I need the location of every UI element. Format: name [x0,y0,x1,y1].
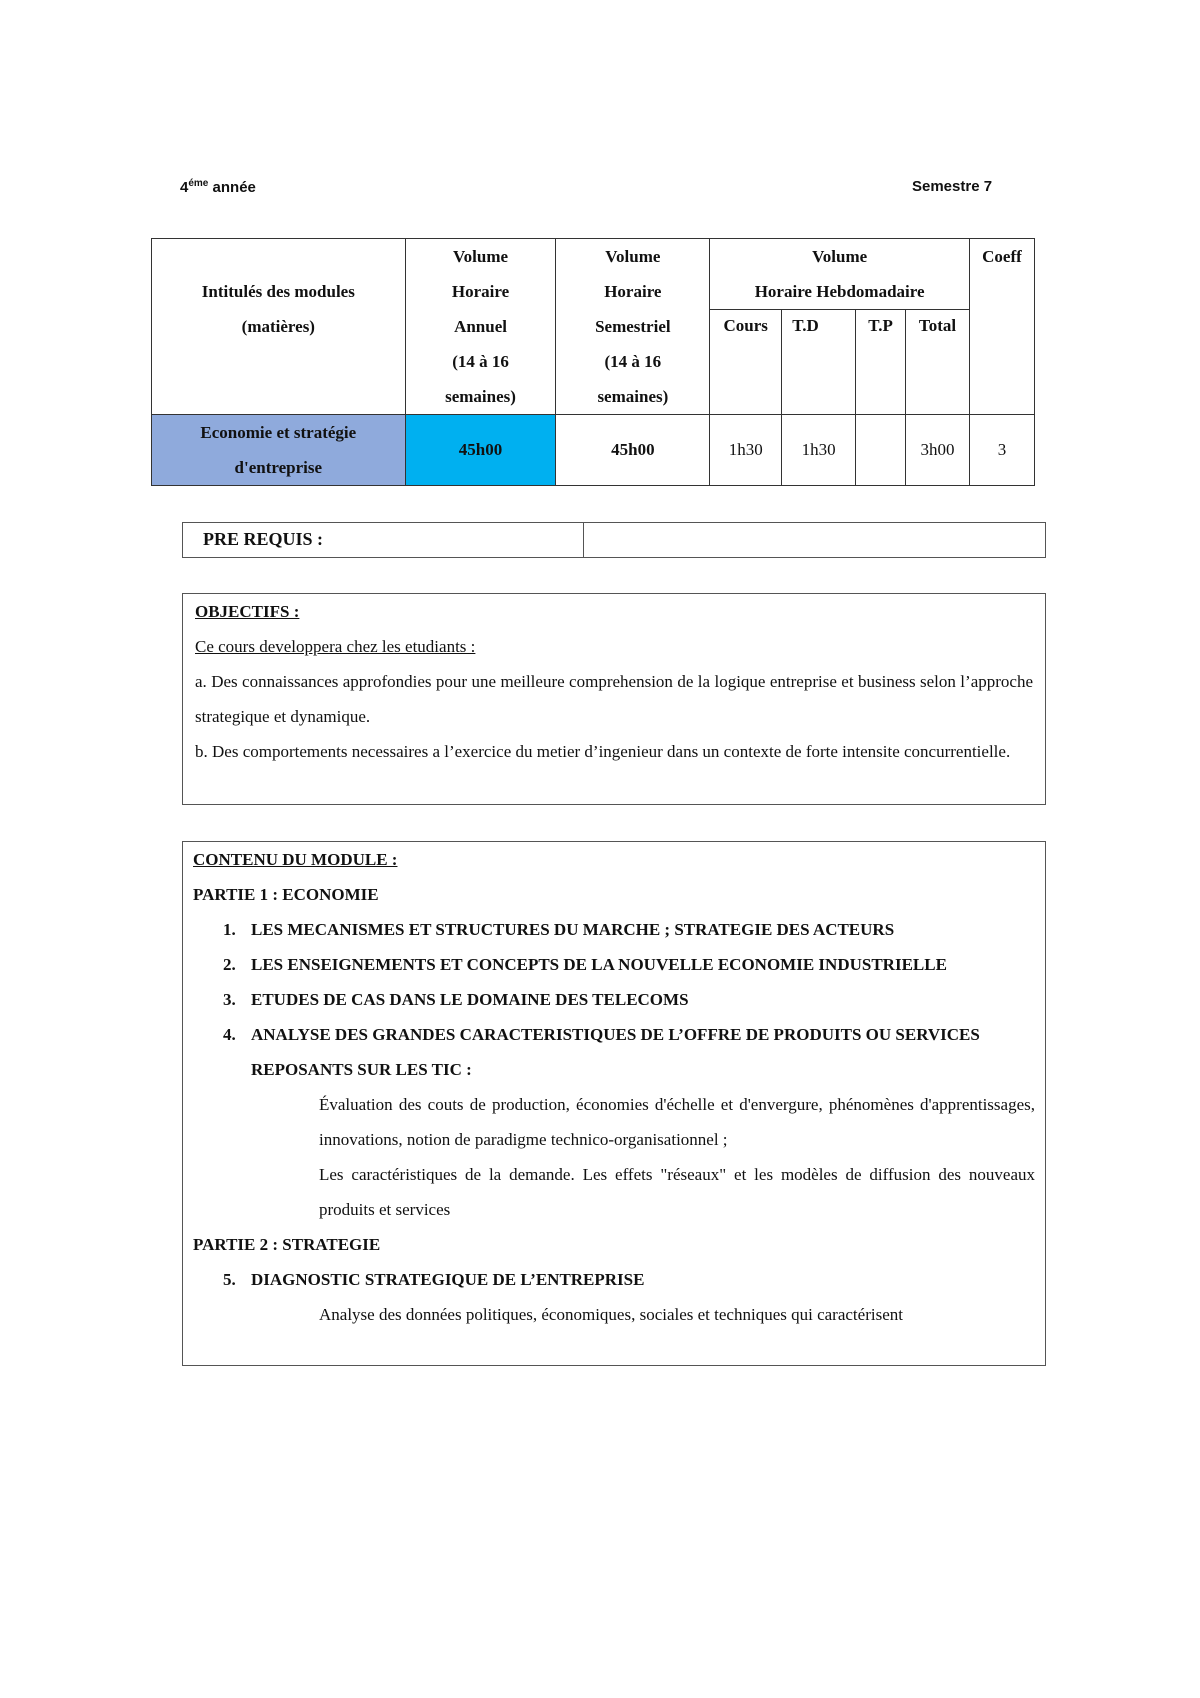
item-4-detail-b: Les caractéristiques de la demande. Les effets "réseaux" et les modèles de diffusion des nouveaux produits et services [319,1165,1035,1219]
list-item: 5. DIAGNOSTIC STRATEGIQUE DE L’ENTREPRISE [223,1270,645,1289]
part-1-list [193,912,1035,1087]
header-weekly-volume: Volume Horaire Hebdomadaire [710,239,970,310]
cours-hours: 1h30 [710,415,782,486]
item-5-detail: Analyse des données politiques, économiques, sociales et techniques qui caractérisent [319,1305,903,1324]
part-2-title: PARTIE 2 : STRATEGIE [193,1235,381,1254]
prerequis-label: PRE REQUIS : [183,523,584,557]
year-label: $4^{éme}$ année [180,178,256,196]
semestrial-volume: 45h00 [556,415,710,486]
header-annual-volume: Volume Horaire Annuel (14 à 16 semaines) [405,239,556,415]
prerequis-box [182,522,1046,558]
table-row [152,415,1035,486]
header-tp: T.P [856,310,906,415]
modules-table [151,238,1035,486]
header-semestrial-volume: Volume Horaire Semestriel (14 à 16 semaines) [556,239,710,415]
annual-volume: 45h00 [405,415,556,486]
module-name: Economie et stratégie d'entreprise [152,415,406,486]
objectifs-box [182,593,1046,805]
objectif-b: b. Des comportements necessaires a l’exercice du metier d’ingenieur dans un contexte de forte intensite concurrentielle. [195,742,1011,761]
header-td: T.D [782,310,856,415]
list-item: 1. LES MECANISMES ET STRUCTURES DU MARCHE ; STRATEGIE DES ACTEURS [223,920,895,939]
list-item: 4. ANALYSE DES GRANDES CARACTERISTIQUES DE L’OFFRE DE PRODUITS OU SERVICES REPOSANTS SUR LES TIC : [223,1025,980,1079]
contenu-title: CONTENU DU MODULE : [193,850,398,869]
total-hours: 3h00 [906,415,970,486]
part-1-title: PARTIE 1 : ECONOMIE [193,885,379,904]
coefficient: 3 [969,415,1034,486]
objectifs-intro: Ce cours developpera chez les etudiants : [195,637,476,656]
objectifs-title: OBJECTIFS : [195,602,300,621]
list-item: 2. LES ENSEIGNEMENTS ET CONCEPTS DE LA NOUVELLE ECONOMIE INDUSTRIELLE [223,955,947,974]
semester-label: Semestre 7 [912,178,993,195]
header-coeff: Coeff [969,239,1034,415]
contenu-box [182,841,1046,1366]
header-cours: Cours [710,310,782,415]
td-hours: 1h30 [782,415,856,486]
objectif-a: a. Des connaissances approfondies pour une meilleure comprehension de la logique entreprise et business selon l’approche strategique et dynamique. [195,672,1033,726]
list-item: 3. ETUDES DE CAS DANS LE DOMAINE DES TELECOMS [223,990,689,1009]
item-4-detail-a: Évaluation des couts de production, économies d'échelle et d'envergure, phénomènes d'apprentissages, innovations, notion de paradigme technico-organisationnel ; [319,1095,1035,1149]
header-modules: Intitulés des modules (matières) [152,239,406,415]
tp-hours [856,415,906,486]
header-total: Total [906,310,970,415]
